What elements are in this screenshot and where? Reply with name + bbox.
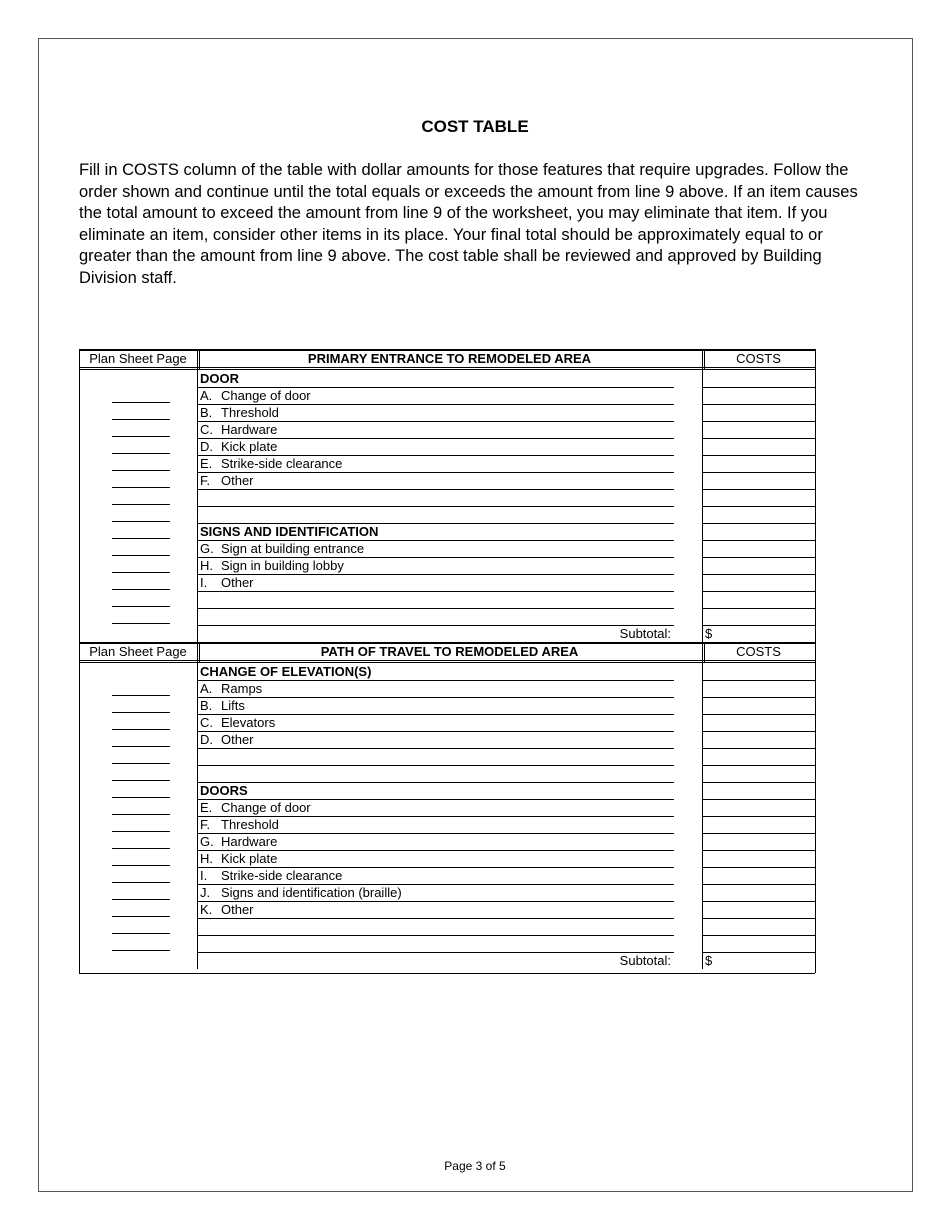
plan-sheet-page-blank bbox=[112, 695, 170, 696]
item-letter: B. bbox=[200, 405, 213, 420]
item-label: Strike-side clearance bbox=[221, 456, 343, 471]
plan-sheet-page-blank bbox=[112, 436, 170, 437]
cost-entry-line bbox=[702, 680, 815, 681]
subtotal-label: Subtotal: bbox=[619, 626, 671, 641]
cost-entry-line bbox=[702, 867, 815, 868]
section-heading: PATH OF TRAVEL TO REMODELED AREA bbox=[320, 644, 579, 659]
cost-entry-line bbox=[702, 816, 815, 817]
item-letter: F. bbox=[200, 473, 211, 488]
item-label: Threshold bbox=[221, 817, 279, 832]
cost-entry-line bbox=[702, 782, 815, 783]
item-label: Kick plate bbox=[221, 439, 278, 454]
plan-sheet-page-blank bbox=[112, 763, 170, 764]
row-line bbox=[197, 680, 674, 681]
item-letter: H. bbox=[200, 851, 213, 866]
cost-entry-line bbox=[702, 421, 815, 422]
item-label: Elevators bbox=[221, 715, 276, 730]
header-bottom-rule bbox=[79, 367, 815, 368]
page-number: Page 3 of 5 bbox=[444, 1159, 506, 1173]
cost-entry-line bbox=[702, 625, 815, 626]
table-right-border bbox=[815, 349, 816, 973]
item-letter: K. bbox=[200, 902, 213, 917]
cost-entry-line bbox=[702, 952, 815, 953]
cost-entry-line bbox=[702, 884, 815, 885]
subtotal-label: Subtotal: bbox=[619, 953, 671, 968]
plan-sheet-page-blank bbox=[112, 419, 170, 420]
cost-entry-line bbox=[702, 714, 815, 715]
cost-entry-line bbox=[702, 455, 815, 456]
row-line bbox=[197, 748, 674, 749]
item-label: Other bbox=[221, 575, 254, 590]
cost-entry-line bbox=[702, 901, 815, 902]
plan-sheet-page-blank bbox=[112, 950, 170, 951]
plan-sheet-page-blank bbox=[112, 538, 170, 539]
plan-sheet-page-blank bbox=[112, 899, 170, 900]
plan-sheet-page-blank bbox=[112, 865, 170, 866]
plan-sheet-page-blank bbox=[112, 831, 170, 832]
cost-entry-line bbox=[702, 748, 815, 749]
plan-sheet-page-blank bbox=[112, 780, 170, 781]
cost-table bbox=[79, 349, 815, 973]
item-label: Hardware bbox=[221, 834, 278, 849]
item-label: Lifts bbox=[221, 698, 245, 713]
plan-sheet-page-blank bbox=[112, 572, 170, 573]
row-line bbox=[197, 731, 674, 732]
plan-sheet-page-blank bbox=[112, 487, 170, 488]
plan-sheet-page-blank bbox=[112, 916, 170, 917]
item-label: Other bbox=[221, 902, 254, 917]
cost-entry-line bbox=[702, 489, 815, 490]
item-letter: B. bbox=[200, 698, 213, 713]
cost-entry-line bbox=[702, 765, 815, 766]
item-letter: G. bbox=[200, 834, 214, 849]
header-bottom-rule bbox=[79, 660, 815, 661]
item-label: Kick plate bbox=[221, 851, 278, 866]
cost-entry-line bbox=[702, 918, 815, 919]
item-letter: I. bbox=[200, 575, 208, 590]
row-line bbox=[197, 935, 674, 936]
plan-sheet-page-blank bbox=[112, 606, 170, 607]
cost-entry-line bbox=[702, 387, 815, 388]
row-line bbox=[197, 591, 674, 592]
item-letter: D. bbox=[200, 732, 213, 747]
item-letter: A. bbox=[200, 388, 213, 403]
plan-sheet-page-header: Plan Sheet Page bbox=[89, 644, 187, 659]
plan-sheet-page-blank bbox=[112, 848, 170, 849]
item-letter: A. bbox=[200, 681, 213, 696]
group-heading: DOOR bbox=[200, 371, 239, 386]
cost-entry-line bbox=[702, 472, 815, 473]
page-title: COST TABLE bbox=[421, 117, 529, 136]
item-letter: J. bbox=[200, 885, 211, 900]
group-heading: DOORS bbox=[200, 783, 248, 798]
item-label: Other bbox=[221, 473, 254, 488]
row-line bbox=[197, 506, 674, 507]
cost-entry-line bbox=[702, 697, 815, 698]
row-line bbox=[197, 574, 674, 575]
cost-entry-line bbox=[702, 438, 815, 439]
item-letter: F. bbox=[200, 817, 211, 832]
cost-entry-line bbox=[702, 540, 815, 541]
item-letter: E. bbox=[200, 800, 213, 815]
row-line bbox=[197, 608, 674, 609]
cost-entry-line bbox=[702, 523, 815, 524]
cost-entry-line bbox=[702, 850, 815, 851]
instructions-paragraph: Fill in COSTS column of the table with dollar amounts for those features that require upgrades. Follow the order shown and continue until the total equals or exceeds the amount from line 9 above. If an item causes the total amount to exceed the amount from line 9 of the worksheet, you may eliminate that item. If you eliminate an item, consider other items in its place. Your final total should be approximately equal to or greater than the amount from line 9 above. The cost table shall be reviewed and approved by Building Division staff. bbox=[79, 161, 858, 287]
cost-entry-line bbox=[702, 833, 815, 834]
plan-sheet-page-blank bbox=[112, 814, 170, 815]
row-line bbox=[197, 472, 674, 473]
item-letter: I. bbox=[200, 868, 208, 883]
cost-entry-line bbox=[702, 506, 815, 507]
group-heading: CHANGE OF ELEVATION(S) bbox=[200, 664, 372, 679]
cost-entry-line bbox=[702, 591, 815, 592]
item-label: Signs and identification (braille) bbox=[221, 885, 402, 900]
plan-sheet-page-blank bbox=[112, 470, 170, 471]
group-heading: SIGNS AND IDENTIFICATION bbox=[200, 524, 379, 539]
plan-sheet-page-blank bbox=[112, 712, 170, 713]
item-letter: E. bbox=[200, 456, 213, 471]
section-heading: PRIMARY ENTRANCE TO REMODELED AREA bbox=[307, 351, 592, 366]
item-letter: D. bbox=[200, 439, 213, 454]
plan-sheet-page-header: Plan Sheet Page bbox=[89, 351, 187, 366]
item-label: Ramps bbox=[221, 681, 263, 696]
costs-header: COSTS bbox=[736, 644, 781, 659]
table-left-border bbox=[79, 349, 80, 973]
plan-sheet-page-blank bbox=[112, 521, 170, 522]
row-line bbox=[197, 918, 674, 919]
subtotal-dollar: $ bbox=[705, 626, 713, 641]
plan-sheet-page-blank bbox=[112, 729, 170, 730]
item-letter: G. bbox=[200, 541, 214, 556]
plan-sheet-page-blank bbox=[112, 933, 170, 934]
row-line bbox=[197, 901, 674, 902]
plan-sheet-page-blank bbox=[112, 402, 170, 403]
table-bottom-border bbox=[79, 973, 815, 974]
cost-entry-line bbox=[702, 557, 815, 558]
item-letter: H. bbox=[200, 558, 213, 573]
row-line bbox=[197, 765, 674, 766]
item-label: Sign at building entrance bbox=[221, 541, 365, 556]
item-label: Threshold bbox=[221, 405, 279, 420]
header-bottom-rule bbox=[79, 369, 815, 370]
item-label: Hardware bbox=[221, 422, 278, 437]
costs-header: COSTS bbox=[736, 351, 781, 366]
item-letter: C. bbox=[200, 422, 213, 437]
item-label: Other bbox=[221, 732, 254, 747]
cost-entry-line bbox=[702, 799, 815, 800]
item-label: Sign in building lobby bbox=[221, 558, 344, 573]
row-line bbox=[197, 782, 674, 783]
item-label: Strike-side clearance bbox=[221, 868, 343, 883]
plan-sheet-page-blank bbox=[112, 555, 170, 556]
cost-entry-line bbox=[702, 404, 815, 405]
cost-entry-line bbox=[702, 574, 815, 575]
item-label: Change of door bbox=[221, 388, 311, 403]
plan-sheet-page-blank bbox=[112, 746, 170, 747]
cost-entry-line bbox=[702, 935, 815, 936]
header-bottom-rule bbox=[79, 662, 815, 663]
subtotal-dollar: $ bbox=[705, 953, 713, 968]
plan-sheet-page-blank bbox=[112, 623, 170, 624]
plan-sheet-page-blank bbox=[112, 882, 170, 883]
plan-sheet-page-blank bbox=[112, 453, 170, 454]
item-label: Change of door bbox=[221, 800, 311, 815]
row-line bbox=[197, 697, 674, 698]
item-letter: C. bbox=[200, 715, 213, 730]
plan-sheet-page-blank bbox=[112, 504, 170, 505]
cost-entry-line bbox=[702, 731, 815, 732]
row-line bbox=[197, 489, 674, 490]
plan-sheet-page-blank bbox=[112, 797, 170, 798]
cost-entry-line bbox=[702, 608, 815, 609]
plan-sheet-page-blank bbox=[112, 589, 170, 590]
